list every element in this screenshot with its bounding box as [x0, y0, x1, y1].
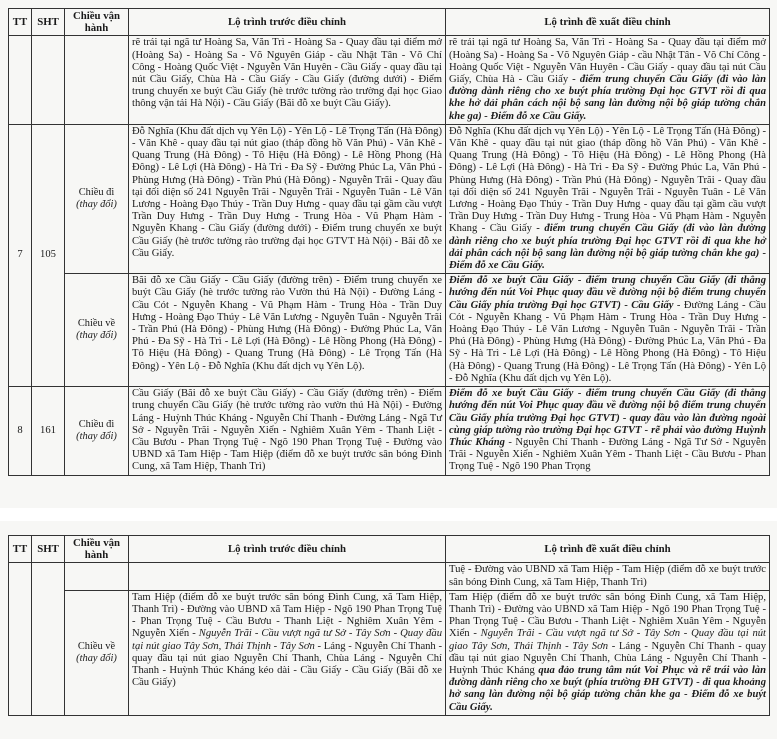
route-proposed-cell: Điểm đỗ xe buýt Cầu Giấy - điểm trung chuyển Cầu Giấy (đi thẳng hướng đến nút Voi Phục quay đầu về đường nội bộ điểm trung chuyển Cầu Giấy phía trường Đại học GTVT) - Cầu Giấy - Đường Láng - Cầu Cót - Nguyễn Khang - Vũ Phạm Hàm - Trung Hòa - Trần Duy Hưng - Hoàng Đạo Thúy - Lê Văn Lương - Nguyễn Tuân - Nguyễn Trãi - Trần Phú (Hà Đông) - Phùng Hưng (Hà Đông) - Đường Phúc La, Văn Phú - Đa Sỹ - Hà Trì - Lê Lợi (Hà Đông) - Lê Hồng Phong (Hà Đông) - Tô Hiệu (Hà Đông) - Quang Trung (Hà Đông) - Lê Trọng Tấn (Hà Đông) - Yên Lộ - Đỗ Nghĩa (Khu đất dịch vụ Yên Lộ). [446, 274, 770, 387]
table-row [9, 563, 770, 590]
header-direction: Chiều vận hành [65, 536, 129, 563]
route-proposed-cell: rẽ trái tại ngã tư Hoàng Sa, Văn Trì - Hoàng Sa - Quay đầu tại điểm mở (Hoàng Sa) - Hoàng Sa - Võ Nguyên Giáp - cầu Nhật Tân - Võ Chí Công - Hoàng Quốc Việt - Nguyễn Văn Huyên - Cầu Giấy - quay đầu tại nút Cầu Giấy, Chùa Hà - Cầu Giấy - điểm trung chuyển Cầu Giấy (đi vào làn đường dành riêng cho xe buýt phía trường Đại học GTVT rồi đi qua khe hở dải phân cách nội bộ sang làn đường nội bộ giáp tường chắn khe ga) - Điểm đỗ xe Cầu Giấy. [446, 36, 770, 124]
route-table-2 [8, 535, 770, 716]
route-proposed-cell: Đỗ Nghĩa (Khu đất dịch vụ Yên Lộ) - Yên Lộ - Lê Trọng Tấn (Hà Đông) - Văn Khê - quay đầu tại nút giao (tháp đồng hồ Văn Phú) - Văn Khê - Quang Trung (Hà Đông) - Tô Hiệu (Hà Đông) - Lê Hồng Phong (Hà Đông) - Lê Lợi (Hà Đông) - Hà Trì - Đa Sỹ - Đường Phúc La, Văn Phú - Phùng Hưng (Hà Đông) - Trần Phú (Hà Đông) - Nguyễn Trãi - Quay đầu tại đối diện số 241 Nguyễn Trãi - Nguyễn Trãi - Nguyễn Tuân - Lê Văn Lương - Hoàng Đạo Thúy - Trần Duy Hưng - quay đầu tại gầm cầu vượt Trần Duy Hưng - Trần Duy Hưng - Trung Hòa - Vũ Phạm Hàm - Nguyễn Khang - Cầu Giấy - điểm trung chuyển Cầu Giấy (đi vào làn đường dành riêng cho xe buýt phía trường Đại học GTVT rồi đi qua khe hở dải phân cách nội bộ sang làn đường nội bộ giáp tường chắn khe ga) - Điểm đỗ xe Cầu Giấy. [446, 124, 770, 273]
header-direction: Chiều vận hành [65, 9, 129, 36]
direction-cell: Chiều đi (thay đổi) [65, 387, 129, 475]
route-table-1 [8, 8, 770, 476]
route-proposed-cell: Điểm đỗ xe buýt Cầu Giấy - điểm trung chuyển Cầu Giấy (đi thẳng hướng đến nút Voi Phục quay đầu về đường nội bộ điểm trung chuyển Cầu Giấy phía trường Đại học GTVT) - quay đầu vào làn đường ngoài cùng giáp tường rào trường Đại học GTVT - rẽ phải vào đường Huỳnh Thúc Kháng - Nguyễn Chí Thanh - Đường Láng - Ngã Tư Sở - Nguyễn Trãi - Nguyễn Xiển - Nghiêm Xuân Yêm - Thanh Liệt - Cầu Bươu - Phan Trọng Tuệ - Ngõ 190 Phan Trọng [446, 387, 770, 475]
header-sht: SHT [32, 536, 65, 563]
header-proposed: Lộ trình đề xuất điều chỉnh [446, 536, 770, 563]
direction-cell: Chiều về (thay đổi) [65, 274, 129, 387]
route-tt: 8 [9, 387, 32, 475]
table-header-row [9, 536, 770, 563]
route-before-cell: Bãi đỗ xe Cầu Giấy - Cầu Giấy (đường trên) - Điểm trung chuyển xe buýt Cầu Giấy (hè trước tường rào Vườn thú Hà Nội) - Đường Láng - Cầu Cót - Nguyễn Khang - Vũ Phạm Hàm - Trung Hòa - Trần Duy Hưng - Hoàng Đạo Thúy - Lê Văn Lương - Nguyễn Tuân - Nguyễn Trãi - Trần Phú (Hà Đông) - Phùng Hưng (Hà Đông) - Đường Phúc La, Văn Phú - Đa Sỹ - Hà Trì - Lê Lợi (Hà Đông) - Lê Hồng Phong (Hà Đông) - Tô Hiệu (Hà Đông) - Quang Trung (Hà Đông) - Lê Trọng Tấn (Hà Đông) - Yên Lộ - Đỗ Nghĩa (Khu đất dịch vụ Yên Lộ). [129, 274, 446, 387]
header-before: Lộ trình trước điều chỉnh [129, 9, 446, 36]
direction-cell: Chiều về (thay đổi) [65, 590, 129, 715]
table-row [9, 590, 770, 715]
table-row [9, 274, 770, 387]
route-proposed-cell: Tam Hiệp (điểm đỗ xe buýt trước sân bóng Đình Cung, xã Tam Hiệp, Thanh Trì) - Đường vào UBND xã Tam Hiệp - Ngõ 190 Phan Trọng Tuệ - Phan Trọng Tuệ - Cầu Bươu - Thanh Liệt - Nghiêm Xuân Yêm - Nguyễn Xiển - Nguyễn Trãi - Cầu vượt ngã tư Sở - Tây Sơn - Quay đầu tại nút giao Tây Sơn, Thái Thịnh - Tây Sơn - Láng - Nguyễn Chí Thanh - quay đầu tại nút giao Nguyễn Chí Thanh, Chùa Láng - Nguyễn Chí Thanh - Huỳnh Thúc Kháng qua đảo trung tâm nút Voi Phục và rẽ trái vào làn đường dành riêng cho xe buýt (phía trường ĐH GTVT) - đi qua khoảng hở sang làn đường nội bộ giáp tường chắn khe ga - Điểm đỗ xe buýt Cầu Giấy. [446, 590, 770, 715]
header-before: Lộ trình trước điều chỉnh [129, 536, 446, 563]
header-tt: TT [9, 536, 32, 563]
route-before-cell: rẽ trái tại ngã tư Hoàng Sa, Văn Trì - Hoàng Sa - Quay đầu tại điểm mở (Hoàng Sa) - Hoàng Sa - Võ Nguyên Giáp - cầu Nhật Tân - Võ Chí Công - Hoàng Quốc Việt - Nguyễn Văn Huyên - Cầu Giấy - quay đầu tại nút Cầu Giấy, Chùa Hà - Cầu Giấy - Cầu Giấy (đường dưới) - Điểm trung chuyển xe buýt Cầu Giấy (hè trước tường rào trường đại học Giao thông vận tải Hà Nội) - Cầu Giấy (Bãi đỗ xe buýt Cầu Giấy). [129, 36, 446, 124]
route-proposed-cell: Tuệ - Đường vào UBND xã Tam Hiệp - Tam Hiệp (điểm đỗ xe buýt trước sân bóng Đình Cung, xã Tam Hiệp, Thanh Trì) [446, 563, 770, 590]
route-before-cell: Cầu Giấy (Bãi đỗ xe buýt Cầu Giấy) - Cầu Giấy (đường trên) - Điểm trung chuyển Cầu Giấy (hè trước tường rào vườn thú Hà Nội) - Đường Láng - Huỳnh Thúc Kháng - Nguyễn Chí Thanh - Đường Láng - Ngã Tư Sở - Nguyễn Trãi - Nguyễn Xiển - Nghiêm Xuân Yêm - Thanh Liệt - Cầu Bươu - Phan Trọng Tuệ - Ngõ 190 Phan Trọng Tuệ - Đường vào UBND xã Tam Hiệp - Tam Hiệp (điểm đỗ xe buýt trước sân bóng Đình Cung, xã Tam Hiệp, Thanh Trì) [129, 387, 446, 475]
table-header-row [9, 9, 770, 36]
header-tt: TT [9, 9, 32, 36]
route-before-cell: Đỗ Nghĩa (Khu đất dịch vụ Yên Lộ) - Yên Lộ - Lê Trọng Tấn (Hà Đông) - Văn Khê - quay đầu tại nút giao (tháp đồng hồ Văn Phú) - Văn Khê - Quang Trung (Hà Đông) - Tô Hiệu (Hà Đông) - Lê Hồng Phong (Hà Đông) - Lê Lợi (Hà Đông) - Hà Trì - Đa Sỹ - Đường Phúc La, Văn Phú - Phùng Hưng (Hà Đông) - Trần Phú (Hà Đông) - Nguyễn Trãi - Quay đầu tại đối diện số 241 Nguyễn Trãi - Nguyễn Trãi - Nguyễn Tuân - Lê Văn Lương - Hoàng Đạo Thúy - Trần Duy Hưng - quay đầu tại gầm cầu vượt Trần Duy Hưng - Trần Duy Hưng - Trung Hòa - Vũ Phạm Hàm - Nguyễn Khang - Cầu Giấy (đường dưới) - Điểm trung chuyển xe buýt Cầu Giấy (hè trước tường rào trường đại học GTVT Hà Nội) - Bãi đỗ xe Cầu Giấy. [129, 124, 446, 273]
route-number: 161 [32, 387, 65, 475]
route-tt: 7 [9, 124, 32, 386]
table-row [9, 387, 770, 475]
table-row [9, 36, 770, 124]
route-number: 105 [32, 124, 65, 386]
header-proposed: Lộ trình đề xuất điều chỉnh [446, 9, 770, 36]
direction-cell: Chiều đi (thay đổi) [65, 124, 129, 273]
header-sht: SHT [32, 9, 65, 36]
table-row [9, 124, 770, 273]
page-gap [0, 508, 777, 521]
route-before-cell: Tam Hiệp (điểm đỗ xe buýt trước sân bóng Đình Cung, xã Tam Hiệp, Thanh Trì) - Đường vào UBND xã Tam Hiệp - Ngõ 190 Phan Trọng Tuệ - Phan Trọng Tuệ - Cầu Bươu - Thanh Liệt - Nghiêm Xuân Yêm - Nguyễn Xiển - Nguyễn Trãi - Cầu vượt ngã tư Sở - Tây Sơn - Quay đầu tại nút giao Tây Sơn, Thái Thịnh - Tây Sơn - Láng - Nguyễn Chí Thanh - quay đầu tại nút giao Nguyễn Chí Thanh, Chùa Láng - Nguyễn Chí Thanh - Huỳnh Thúc Kháng kéo dài - Cầu Giấy - Cầu Giấy (Bãi đỗ xe Cầu Giấy) [129, 590, 446, 715]
